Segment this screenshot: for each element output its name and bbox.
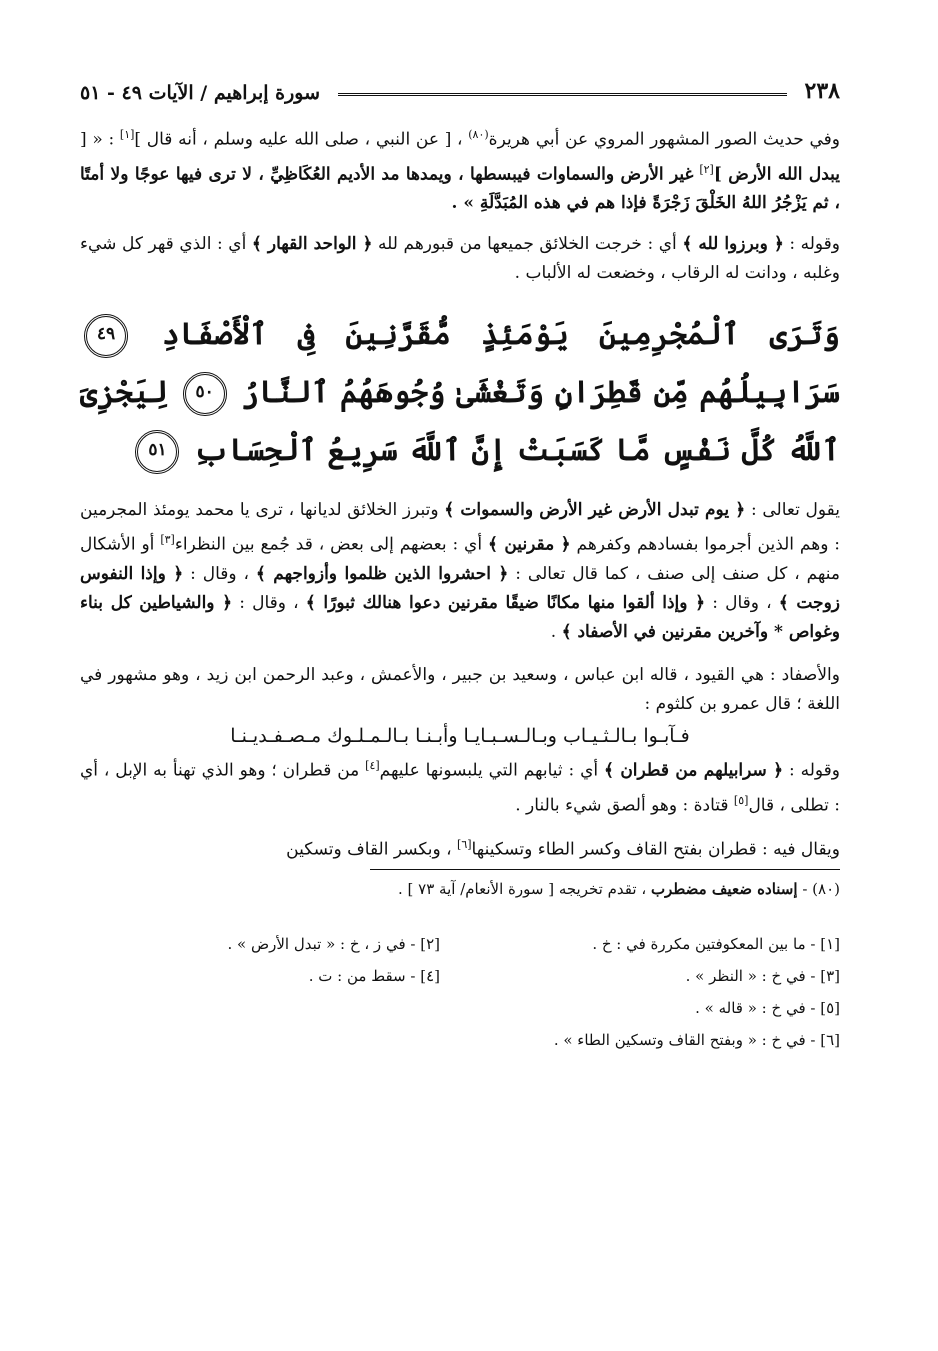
footnote-ref: [١]: [119, 128, 135, 141]
footnote-80: [80, 876, 840, 902]
text: : « [: [80, 129, 115, 150]
note: [80, 992, 440, 1024]
page-number: ٢٣٨: [804, 78, 840, 104]
paragraph-qatiran: [80, 830, 840, 865]
footnote-ref: [٤]: [365, 758, 380, 772]
text: ، وقال :: [712, 592, 772, 613]
ayah-marker-49: ٤٩: [84, 314, 128, 358]
quran-quote: ﴿ الواحد القهار ﴾: [251, 234, 373, 255]
bold-text: إسناده ضعيف مضطرب: [650, 879, 798, 898]
quran-quote: ﴿ وإذا النفوس زوجت ﴾: [80, 563, 840, 613]
header-rule: [338, 93, 787, 96]
quran-quote: ﴿ احشروا الذين ظلموا وأزواجهم ﴾: [255, 563, 509, 584]
text: يقول تعالى :: [750, 500, 840, 521]
note: [٦] - في خ : « وبفتح القاف وتسكين الطاء » .: [553, 1030, 840, 1049]
quran-quote: ﴿ وبرزوا لله ﴾: [682, 234, 784, 255]
editor-notes: [80, 928, 840, 1056]
running-title: سورة إبراهيم / الآيات ٤٩ - ٥١: [80, 82, 321, 104]
verse-51: لِيَجْزِىَ ٱللَّهُ كُلَّ نَفْسٍ مَّا كَسَبَتْ إِنَّ ٱللَّهَ سَرِيعُ ٱلْحِسَابِ: [80, 375, 840, 469]
text: ويقال فيه : قطران بفتح القاف وكسر الطاء وتسكينها: [471, 839, 840, 860]
note: [٣] - في خ : « النظر » .: [685, 966, 840, 985]
footnote-ref: [٢]: [699, 162, 714, 176]
footnote-divider: [370, 869, 840, 870]
text: ، [ عن النبي ، صلى الله عليه وسلم ، أنه قال ]: [134, 129, 463, 150]
note: [٤] - سقط من : ت .: [308, 966, 440, 985]
footnote-ref: [٥]: [733, 793, 749, 807]
text: وفي حديث الصور المشهور المروي عن أبي هريرة: [488, 129, 841, 150]
ayah-marker-51: ٥١: [135, 430, 179, 474]
bold-text: يبدل الله الأرض ]: [713, 164, 840, 185]
text: أي : الذي قهر كل شيء وغلبه ، ودانت له الرقاب ، وخضعت له الألباب .: [80, 234, 840, 284]
paragraph-tafsir: [80, 496, 840, 647]
text: ، وقال :: [239, 592, 299, 613]
quran-quote: ﴿ وإذا ألقوا منها مكانًا ضيقًا مقرنين دعوا هنالك ثبورًا ﴾: [305, 592, 706, 613]
page-header: [80, 78, 840, 104]
page: [80, 78, 840, 1056]
text: ، تقدم تخريجه [ سورة الأنعام/ آية ٧٣ ] .: [398, 879, 647, 898]
bold-text: غير الأرض والسماوات فيبسطها ، ويمدها مد الأديم العُكَاظِيِّ ، لا ترى فيها عوجًا ولا أمتًا ، ثم يَزْجُرُ اللهُ الخَلْقَ زَجْرَةً فإذا هم في هذه المُبَدَّلَةِ » .: [80, 164, 840, 214]
quran-quote: ﴿ سرابيلهم من قطران ﴾: [603, 760, 784, 781]
verse-49: وَتَرَى ٱلْمُجْرِمِينَ يَوْمَئِذٍ مُّقَرَّنِينَ فِى ٱلْأَصْفَادِ: [162, 317, 840, 353]
text: وتبرز الخلائق لديانها ، ترى يا محمد يومئذ المجرمين : وهم الذين أجرموا بفسادهم وكفرهم: [80, 500, 841, 555]
text: وقوله :: [789, 234, 841, 255]
paragraph-sarabil: [80, 751, 840, 820]
paragraph-asfad: [80, 661, 840, 719]
paragraph-barazu: [80, 230, 840, 288]
text: ، وقال :: [190, 563, 249, 584]
footnote-ref: [٦]: [457, 838, 472, 852]
text: .: [550, 621, 557, 642]
quran-quote: ﴿ مقرنين ﴾: [488, 534, 571, 555]
text: قتادة : وهو ألصق شيء بالنار .: [515, 795, 729, 816]
footnote-number: (٨٠) -: [802, 879, 840, 898]
text: والأصفاد : هي القيود ، قاله ابن عباس ، وسعيد بن جبير ، والأعمش ، وعبد الرحمن ابن زيد ، وهو مشهور في اللغة ؛ قال عمرو بن كلثوم :: [80, 664, 840, 714]
text: أي : بعضهم إلى بعض ، قد جُمع بين النظراء: [174, 534, 483, 555]
text: ، وبكسر القاف وتسكين: [286, 839, 452, 860]
note: [١] - ما بين المعكوفتين مكررة في : خ .: [592, 934, 840, 953]
footnote-ref: (٨٠): [468, 128, 489, 141]
text: وقوله :: [789, 760, 841, 781]
text: أي : ثيابهم التي يلبسونها عليهم: [379, 760, 599, 781]
text: من قطران ؛ وهو الذي تهنأ به الإبل ، أي : تطلى ، قال: [80, 760, 840, 816]
note: [٥] - في خ : « قاله » .: [695, 998, 840, 1017]
quran-verses: [80, 306, 840, 480]
paragraph-hadith: [80, 120, 840, 218]
quran-quote: ﴿ يوم تبدل الأرض غير الأرض والسموات ﴾: [444, 500, 746, 521]
note: [٢] - في ز ، خ : « تبدل الأرض » .: [227, 934, 440, 953]
poem-line: فـآبـوا بـالـثـيـاب وبـالـسـبـايـا وأبـنـا بـالـمـلـوك مـصـفـديـنـا: [230, 724, 690, 747]
text: أو الأشكال منهم ، كل صنف إلى صنف ، كما قال تعالى :: [80, 534, 840, 584]
text: أي : خرجت الخلائق جميعها من قبورهم لله: [378, 234, 677, 255]
quran-quote: ﴿ والشياطين كل بناء وغواص * وآخرين مقرنين في الأصفاد ﴾: [80, 592, 840, 642]
verse-50: سَرَابِيلُهُم مِّن قَطِرَانٍ وَتَغْشَىٰ وُجُوهَهُمُ ٱلنَّارُ: [241, 375, 840, 411]
ayah-marker-50: ٥٠: [183, 372, 227, 416]
footnote-ref: [٣]: [160, 533, 175, 547]
